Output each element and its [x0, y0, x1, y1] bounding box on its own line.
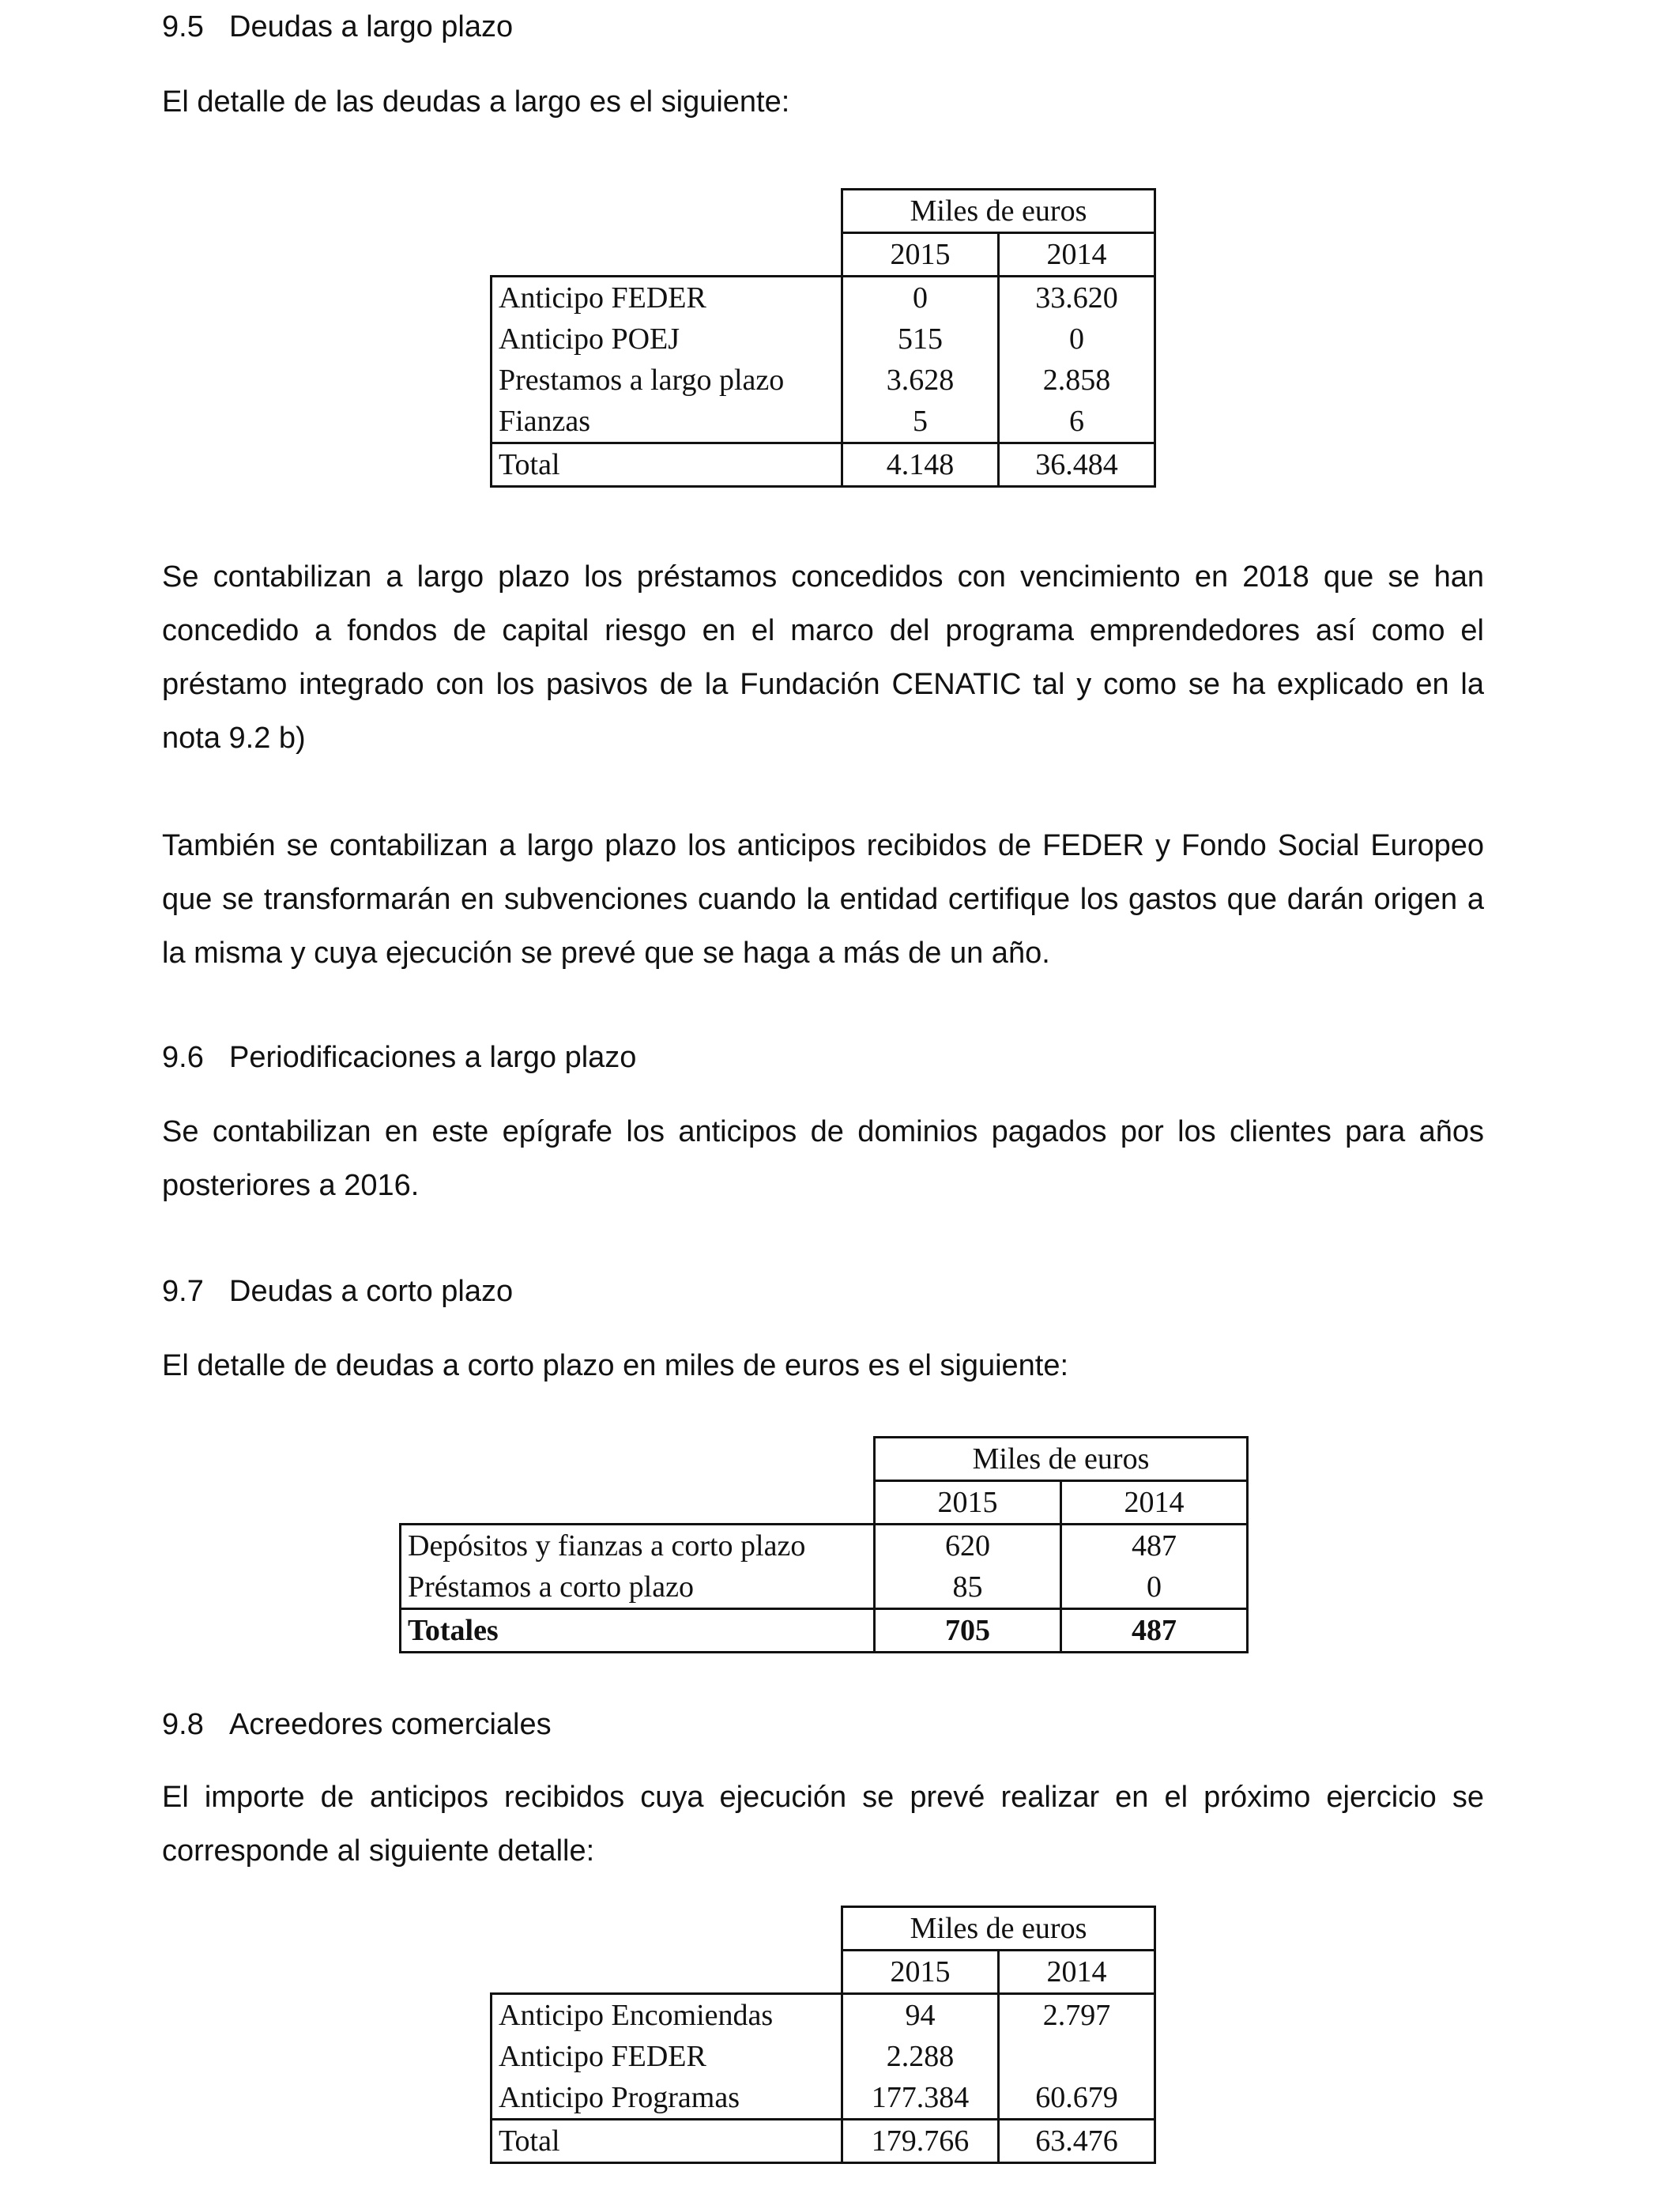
section-9-6-heading [162, 1031, 636, 1084]
table-row [401, 1525, 1248, 1567]
table-row [401, 1566, 1248, 1609]
total-row [492, 2120, 1155, 2163]
long-term-debt-table [490, 188, 1156, 488]
year-header-2015: 2015 [842, 233, 999, 277]
group-header: Miles de euros [842, 190, 1155, 233]
section-9-5-intro: El detalle de las deudas a largo es el siguiente: [162, 85, 790, 119]
value-2015: 620 [875, 1525, 1061, 1567]
table-row [492, 2077, 1155, 2120]
table-row [492, 1994, 1155, 2037]
value-2015: 5 [842, 401, 999, 443]
value-2014: 33.620 [999, 277, 1155, 319]
year-header-2014: 2014 [999, 233, 1155, 277]
section-9-8-heading [162, 1698, 552, 1751]
group-header: Miles de euros [842, 1907, 1155, 1951]
row-label: Anticipo Encomiendas [492, 1994, 842, 2037]
row-label: Préstamos a corto plazo [401, 1566, 875, 1609]
value-2015: 3.628 [842, 360, 999, 401]
row-label: Depósitos y fianzas a corto plazo [401, 1525, 875, 1567]
section-9-6-paragraph: Se contabilizan en este epígrafe los anticipos de dominios pagados por los clientes para años posteriores a 2016. [162, 1115, 1484, 1202]
value-2015: 94 [842, 1994, 999, 2037]
row-label: Anticipo FEDER [492, 2036, 842, 2077]
value-2014: 60.679 [999, 2077, 1155, 2120]
section-title: Deudas a largo plazo [229, 10, 514, 43]
value-2014: 0 [999, 319, 1155, 360]
value-2014 [999, 2036, 1155, 2077]
total-row [492, 443, 1155, 487]
value-2015: 2.288 [842, 2036, 999, 2077]
table-row [492, 277, 1155, 319]
total-label: Totales [401, 1609, 875, 1653]
table-row [492, 319, 1155, 360]
short-term-debt-table [399, 1436, 1249, 1653]
total-label: Total [492, 2120, 842, 2163]
value-2015: 515 [842, 319, 999, 360]
row-label: Prestamos a largo plazo [492, 360, 842, 401]
value-2014: 6 [999, 401, 1155, 443]
value-2015: 85 [875, 1566, 1061, 1609]
table-row [492, 2036, 1155, 2077]
row-label: Anticipo FEDER [492, 277, 842, 319]
section-title: Acreedores comerciales [229, 1708, 552, 1741]
value-2015: 0 [842, 277, 999, 319]
section-9-7-intro: El detalle de deudas a corto plazo en miles de euros es el siguiente: [162, 1349, 1069, 1382]
year-header-2015: 2015 [875, 1481, 1061, 1525]
section-number: 9.5 [162, 10, 204, 43]
total-2014: 63.476 [999, 2120, 1155, 2163]
total-label: Total [492, 443, 842, 487]
section-9-8-intro: El importe de anticipos recibidos cuya ejecución se prevé realizar en el próximo ejercicio se corresponde al siguiente detalle: [162, 1781, 1484, 1868]
group-header: Miles de euros [875, 1438, 1248, 1481]
total-2014: 36.484 [999, 443, 1155, 487]
total-row [401, 1609, 1248, 1653]
section-title: Periodificaciones a largo plazo [229, 1041, 637, 1074]
section-9-7-heading [162, 1265, 513, 1318]
section-9-5-heading [162, 0, 513, 54]
value-2014: 2.797 [999, 1994, 1155, 2037]
year-header-2014: 2014 [1061, 1481, 1248, 1525]
year-header-2015: 2015 [842, 1951, 999, 1994]
trade-creditors-table [490, 1906, 1156, 2164]
section-title: Deudas a corto plazo [229, 1275, 514, 1308]
value-2014: 487 [1061, 1525, 1248, 1567]
row-label: Anticipo POEJ [492, 319, 842, 360]
table-row [492, 401, 1155, 443]
total-2014: 487 [1061, 1609, 1248, 1653]
section-number: 9.6 [162, 1041, 204, 1074]
total-2015: 705 [875, 1609, 1061, 1653]
value-2015: 177.384 [842, 2077, 999, 2120]
row-label: Fianzas [492, 401, 842, 443]
total-2015: 4.148 [842, 443, 999, 487]
section-9-5-paragraph-2: También se contabilizan a largo plazo los anticipos recibidos de FEDER y Fondo Social Europeo que se transformarán en subvenciones cuando la entidad certifique los gastos que darán origen a la misma y cuya ejecución se prevé que se haga a más de un año. [162, 829, 1484, 970]
row-label: Anticipo Programas [492, 2077, 842, 2120]
section-9-5-paragraph-1: Se contabilizan a largo plazo los préstamos concedidos con vencimiento en 2018 que se han concedido a fondos de capital riesgo en el marco del programa emprendedores así como el préstamo integrado con los pasivos de la Fundación CENATIC tal y como se ha explicado en la nota 9.2 b) [162, 560, 1484, 755]
section-number: 9.8 [162, 1708, 204, 1741]
section-number: 9.7 [162, 1275, 204, 1308]
year-header-2014: 2014 [999, 1951, 1155, 1994]
value-2014: 2.858 [999, 360, 1155, 401]
value-2014: 0 [1061, 1566, 1248, 1609]
total-2015: 179.766 [842, 2120, 999, 2163]
table-row [492, 360, 1155, 401]
